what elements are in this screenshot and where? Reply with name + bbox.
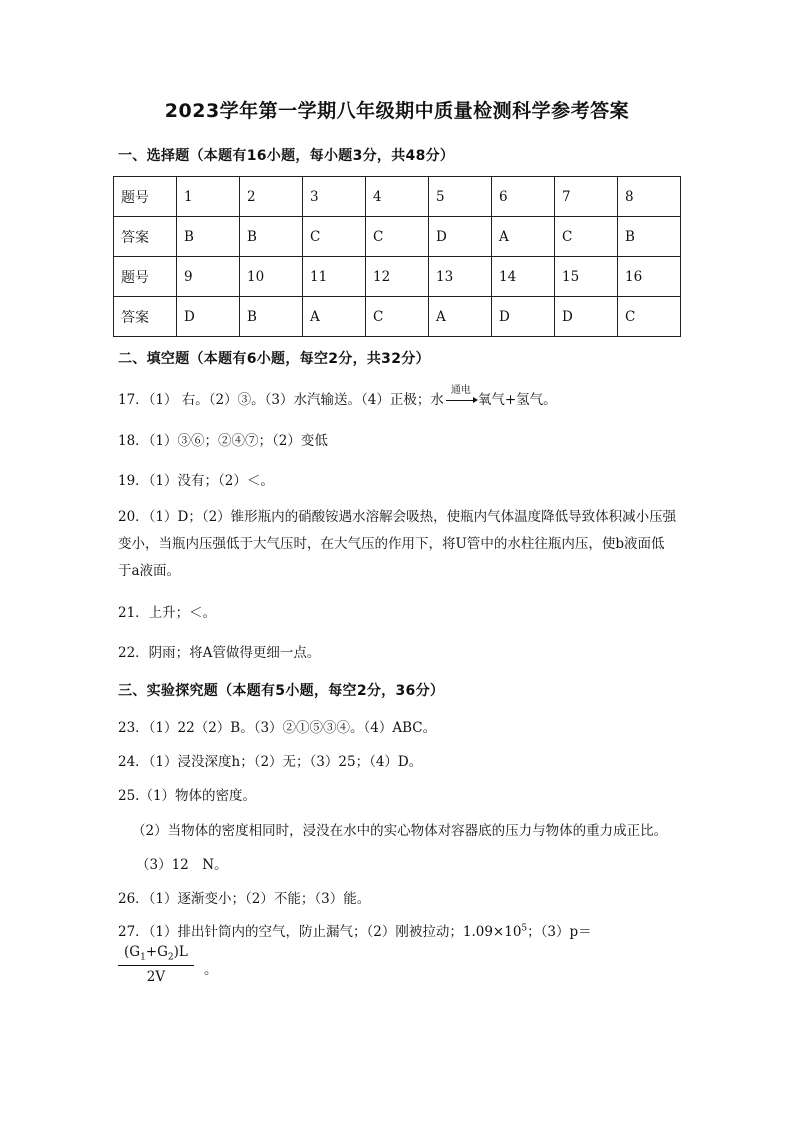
question-25-part2: （2）当物体的密度相同时，浸没在水中的实心物体对容器底的压力与物体的重力成正比。 xyxy=(132,823,668,839)
section-heading-fill: 二、填空题（本题有6小题，每空2分，共32分） xyxy=(118,351,430,367)
reaction-arrow-icon xyxy=(444,385,478,408)
table-cell: 3 xyxy=(303,177,366,217)
table-cell: C xyxy=(303,217,366,257)
table-cell: 10 xyxy=(240,257,303,297)
table-cell: A xyxy=(303,297,366,337)
table-cell: 7 xyxy=(555,177,618,217)
row-header-cell: 答案 xyxy=(114,297,177,337)
q27-text2: ；（3）p＝ xyxy=(527,924,592,940)
question-25-part3: （3）12 N。 xyxy=(136,857,228,873)
table-cell: B xyxy=(240,297,303,337)
table-cell: C xyxy=(366,297,429,337)
answer-table xyxy=(113,176,681,337)
formula-end: 。 xyxy=(204,962,218,978)
q27-exponent: 5 xyxy=(521,923,528,934)
table-cell: 12 xyxy=(366,257,429,297)
question-18: 18．（1）③⑥；②④⑦；（2）变低 xyxy=(118,433,328,449)
question-19: 19．（1）没有；（2）＜。 xyxy=(118,473,274,489)
q17-text: 17．（1） 右。（2）③。（3）水汽输送。（4）正极；水 xyxy=(118,392,444,408)
table-cell: A xyxy=(429,297,492,337)
table-cell: A xyxy=(492,217,555,257)
question-26: 26．（1）逐渐变小；（2）不能；（3）能。 xyxy=(118,891,371,907)
table-cell: 6 xyxy=(492,177,555,217)
question-23: 23．（1）22（2）B。（3）②①⑤③④。（4）ABC。 xyxy=(118,720,437,736)
table-row xyxy=(114,217,681,257)
table-cell: D xyxy=(429,217,492,257)
fraction-denominator: 2V xyxy=(146,968,166,985)
formula-fraction xyxy=(118,944,218,985)
table-cell: 8 xyxy=(618,177,681,217)
section-heading-experiment: 三、实验探究题（本题有5小题，每空2分，36分） xyxy=(118,683,445,699)
section-heading-choice: 一、选择题（本题有16小题，每小题3分，共48分） xyxy=(118,148,455,164)
arrow-label: 通电 xyxy=(450,385,471,396)
table-row xyxy=(114,257,681,297)
table-cell: B xyxy=(618,217,681,257)
table-cell: C xyxy=(555,217,618,257)
table-cell: 16 xyxy=(618,257,681,297)
table-cell: D xyxy=(177,297,240,337)
question-17 xyxy=(118,385,557,408)
row-header-cell: 答案 xyxy=(114,217,177,257)
q17-products: 氧气+氢气。 xyxy=(477,392,557,408)
question-25-part1: 25.（1）物体的密度。 xyxy=(118,788,257,804)
table-cell: B xyxy=(177,217,240,257)
question-20: 20．（1）D；（2）锥形瓶内的硝酸铵遇水溶解会吸热，使瓶内气体温度降低导致体积减小压强变小，当瓶内压强低于大气压时，在大气压的作用下，将U管中的水柱往瓶内压，使b液面低于a液面。 xyxy=(118,509,677,579)
table-cell: D xyxy=(492,297,555,337)
table-cell: 15 xyxy=(555,257,618,297)
question-22: 22．阴雨；将A管做得更细一点。 xyxy=(118,645,321,661)
table-cell: D xyxy=(555,297,618,337)
table-cell: B xyxy=(240,217,303,257)
question-21: 21．上升；＜。 xyxy=(118,605,217,621)
table-cell: 11 xyxy=(303,257,366,297)
table-cell: 1 xyxy=(177,177,240,217)
table-cell: 13 xyxy=(429,257,492,297)
q27-text: 27．（1）排出针筒内的空气，防止漏气；（2）刚被拉动；1.09×10 xyxy=(118,924,522,940)
question-27 xyxy=(118,920,592,940)
table-cell: 9 xyxy=(177,257,240,297)
table-cell: 5 xyxy=(429,177,492,217)
fraction-numerator: $(G_1+G_2)L$ xyxy=(118,944,194,966)
table-cell: C xyxy=(366,217,429,257)
table-cell: 2 xyxy=(240,177,303,217)
table-cell: C xyxy=(618,297,681,337)
question-24: 24．（1）浸没深度h；（2）无；（3）25；（4）D。 xyxy=(118,754,423,770)
row-header-cell: 题号 xyxy=(114,257,177,297)
document-title: 2023学年第一学期八年级期中质量检测科学参考答案 xyxy=(164,100,630,122)
table-cell: 14 xyxy=(492,257,555,297)
table-row xyxy=(114,177,681,217)
table-row xyxy=(114,297,681,337)
row-header-cell: 题号 xyxy=(114,177,177,217)
table-cell: 4 xyxy=(366,177,429,217)
